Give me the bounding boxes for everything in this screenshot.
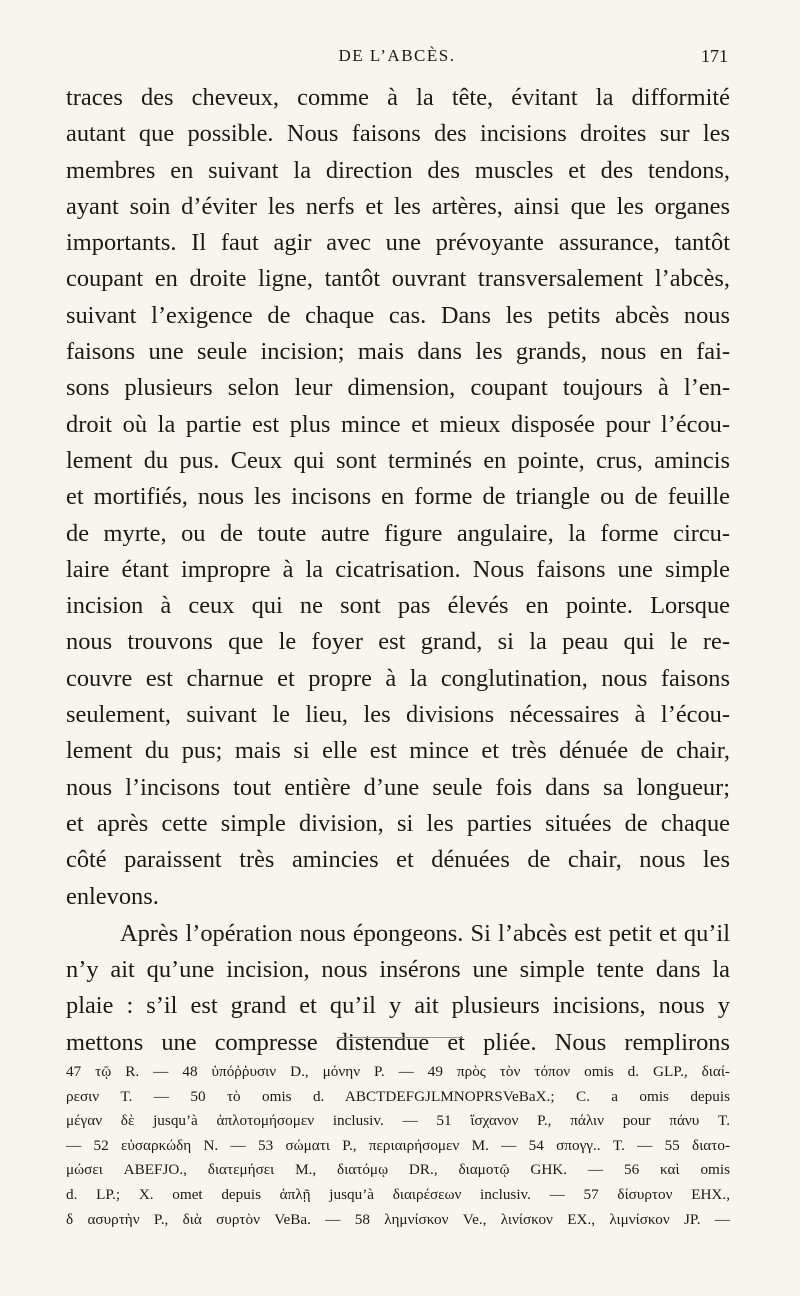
text-line: et après cette simple division, si les parties situées de chaque xyxy=(66,809,730,837)
footnote-line: — 52 εὐσαρκώδη N. — 53 σώματι P., περιαιρήσομεν M. — 54 σπογγ.. T. — 55 διατο- xyxy=(66,1136,730,1154)
text-line: sons plusieurs selon leur dimension, coupant toujours à l’en- xyxy=(66,374,730,402)
text-line: importants. Il faut agir avec une prévoyante assurance, tantôt xyxy=(66,229,730,257)
text-line: et mortifiés, nous les incisons en forme de triangle ou de feuille xyxy=(66,483,730,511)
text-line: droit où la partie est plus mince et mieux disposée pour l’écou- xyxy=(66,410,730,438)
text-line: nous trouvons que le foyer est grand, si la peau qui le re- xyxy=(66,628,730,656)
text-line: nous l’incisons tout entière d’une seule fois dans sa longueur; xyxy=(66,773,730,801)
text-line: lement du pus; mais si elle est mince et très dénuée de chair, xyxy=(66,737,730,765)
footnote-separator xyxy=(337,1037,463,1038)
text-line: membres en suivant la direction des muscles et des tendons, xyxy=(66,156,730,184)
text-line: suivant l’exigence de chaque cas. Dans les petits abcès nous xyxy=(66,301,730,329)
text-line: côté paraissent très amincies et dénuées de chair, nous les xyxy=(66,846,730,874)
text-line: coupant en droite ligne, tantôt ouvrant transversalement l’abcès, xyxy=(66,265,730,293)
text-line: Après l’opération nous épongeons. Si l’abcès est petit et qu’il xyxy=(120,919,730,947)
footnotes xyxy=(66,1060,730,1232)
text-line: de myrte, ou de toute autre figure angulaire, la forme circu- xyxy=(66,519,730,547)
footnote-line: ρεσιν T. — 50 τὸ omis d. ABCTDEFGJLMNOPRSVeBaX.; C. a omis depuis xyxy=(66,1087,730,1105)
text-line: ayant soin d’éviter les nerfs et les artères, ainsi que les organes xyxy=(66,192,730,220)
text-line: laire étant impropre à la cicatrisation. Nous faisons une simple xyxy=(66,555,730,583)
text-line: plaie : s’il est grand et qu’il y ait plusieurs incisions, nous y xyxy=(66,992,730,1020)
text-line: n’y ait qu’une incision, nous insérons une simple tente dans la xyxy=(66,956,730,984)
main-text xyxy=(66,80,730,1061)
text-line: faisons une seule incision; mais dans les grands, nous en fai- xyxy=(66,338,730,366)
page-number: 171 xyxy=(701,46,728,66)
text-line: couvre est charnue et propre à la conglutination, nous faisons xyxy=(66,664,730,692)
running-head xyxy=(66,46,728,74)
footnote-line: μώσει ABEFJO., διατεμήσει M., διατόμῳ DR., διαμοτῷ GHK. — 56 καὶ omis xyxy=(66,1161,730,1179)
running-title: DE L’ABCÈS. xyxy=(338,46,456,65)
text-line: enlevons. xyxy=(66,882,159,910)
footnote-line: δ ασυρτὴν P., διὰ συρτὸν VeBa. — 58 λημνίσκον Ve., λινίσκον EX., λιμνίσκον JP. — xyxy=(66,1210,730,1228)
footnote-line: μέγαν δὲ jusqu’à ἁπλοτομήσομεν inclusiv. — 51 ἴσχανον P., πάλιν pour πάνυ T. xyxy=(66,1112,730,1130)
text-line: autant que possible. Nous faisons des incisions droites sur les xyxy=(66,120,730,148)
text-line: mettons une compresse distendue et pliée. Nous remplirons xyxy=(66,1028,730,1056)
footnote-line: 47 τῷ R. — 48 ὑπόῤῥυσιν D., μόνην P. — 49 πρὸς τὸν τόπον omis d. GLP., διαί- xyxy=(66,1063,730,1080)
text-line: lement du pus. Ceux qui sont terminés en pointe, crus, amincis xyxy=(66,446,730,474)
footnote-line: d. LP.; X. omet depuis ἁπλῇ jusqu’à διαιρέσεων inclusiv. — 57 δίσυρτον EHX., xyxy=(66,1185,730,1203)
text-line: seulement, suivant le lieu, les divisions nécessaires à l’écou- xyxy=(66,701,730,729)
text-line: traces des cheveux, comme à la tête, évitant la difformité xyxy=(66,84,730,111)
text-line: incision à ceux qui ne sont pas élevés en pointe. Lorsque xyxy=(66,592,730,620)
